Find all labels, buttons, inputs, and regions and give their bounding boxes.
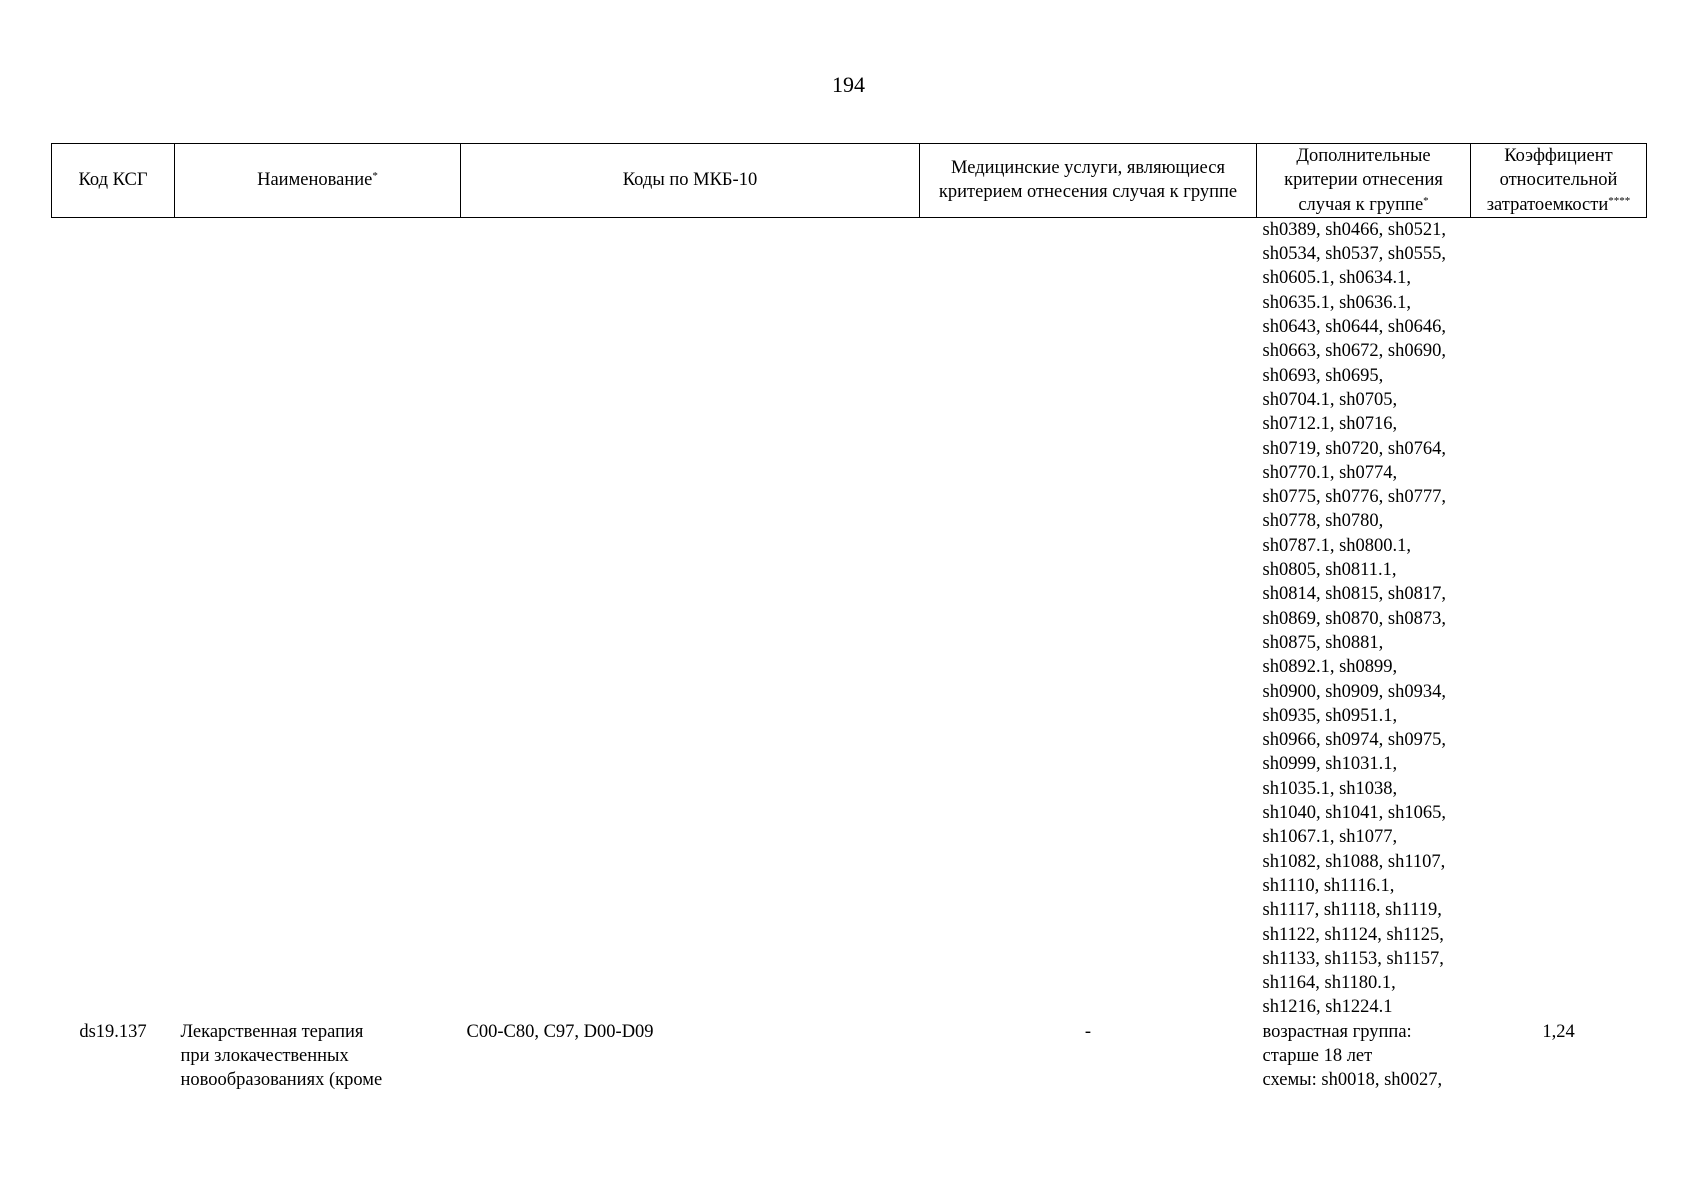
table-header-row: [52, 144, 1647, 218]
table-row: [52, 1020, 1647, 1093]
cell-scheme-codes: sh0389, sh0466, sh0521, sh0534, sh0537, sh0555, sh0605.1, sh0634.1, sh0635.1, sh0636.1, sh0643, sh0644, sh0646, sh0663, sh0672, sh0690, sh0693, sh0695, sh0704.1, sh0705, sh0712.1, sh0716, sh0719, sh0720, sh0764, sh0770.1, sh0774, sh0775, sh0776, sh0777, sh0778, sh0780, sh0787.1, sh0800.1, sh0805, sh0811.1, sh0814, sh0815, sh0817, sh0869, sh0870, sh0873, sh0875, sh0881, sh0892.1, sh0899, sh0900, sh0909, sh0934, sh0935, sh0951.1, sh0966, sh0974, sh0975, sh0999, sh1031.1, sh1035.1, sh1038, sh1040, sh1041, sh1065, sh1067.1, sh1077, sh1082, sh1088, sh1107, sh1110, sh1116.1, sh1117, sh1118, sh1119, sh1122, sh1124, sh1125, sh1133, sh1153, sh1157, sh1164, sh1180.1, sh1216, sh1224.1: [1262, 219, 1446, 1018]
cell-empty: [1471, 217, 1647, 1019]
header-cost-coefficient: Коэффициент относительной затратоемкости****: [1471, 144, 1647, 218]
table-row-continued: [52, 217, 1647, 1019]
header-coefficient-footnote: ****: [1608, 194, 1631, 207]
header-name-footnote: *: [372, 170, 378, 183]
header-criteria-footnote: *: [1423, 194, 1429, 207]
header-medical-services: Медицинские услуги, являющиеся критерием отнесения случая к группе: [920, 144, 1257, 218]
ksg-table: [51, 143, 1647, 1093]
cell-cost-coefficient: 1,24: [1542, 1021, 1575, 1042]
cell-name: Лекарственная терапия при злокачественных новообразованиях (кроме: [180, 1021, 383, 1091]
header-name: Наименование*: [175, 144, 461, 218]
header-additional-criteria: Дополнительные критерии отнесения случая к группе*: [1257, 144, 1471, 218]
cell-empty: [175, 217, 461, 1019]
cell-ksg-code: ds19.137: [79, 1021, 147, 1042]
cell-additional-criteria: возрастная группа: старше 18 лет схемы: sh0018, sh0027,: [1262, 1021, 1443, 1091]
cell-medical-services: -: [1084, 1021, 1092, 1042]
cell-empty: [920, 217, 1257, 1019]
page-number: 194: [832, 72, 865, 97]
cell-icd10-codes: C00-C80, C97, D00-D09: [466, 1021, 654, 1042]
cell-empty: [52, 217, 175, 1019]
header-icd10-codes: Коды по МКБ-10: [461, 144, 920, 218]
header-ksg-code: Код КСГ: [52, 144, 175, 218]
cell-empty: [461, 217, 920, 1019]
